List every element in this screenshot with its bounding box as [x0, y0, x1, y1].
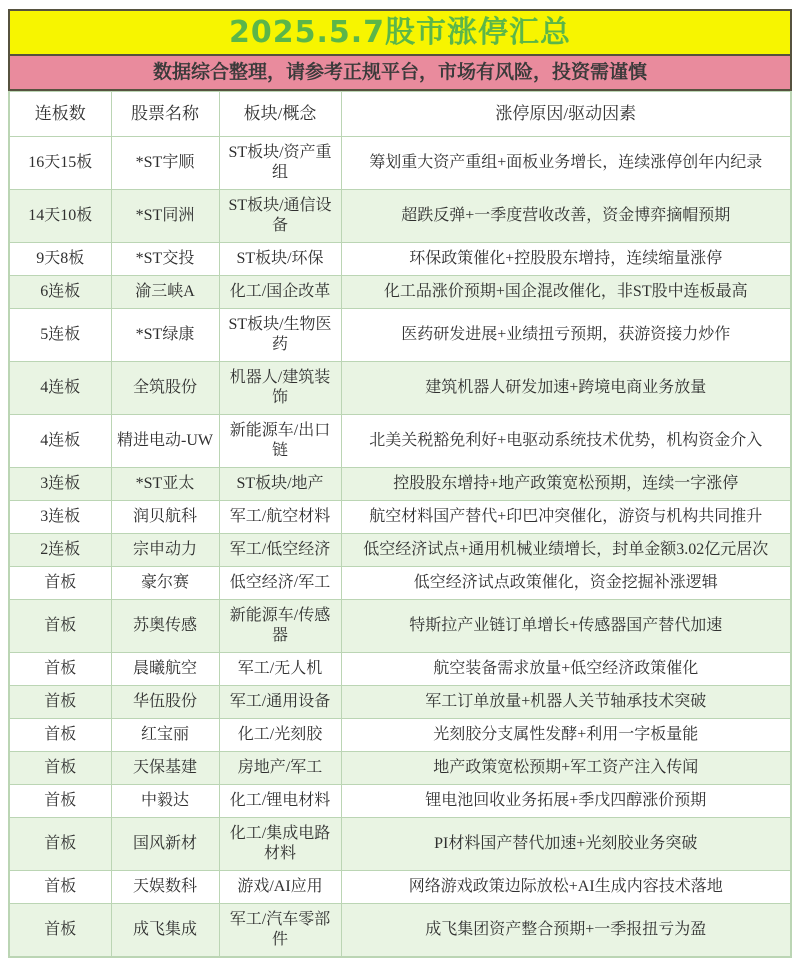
cell-board-count: 首板 [9, 567, 111, 600]
cell-reason: 地产政策宽松预期+军工资产注入传闻 [341, 752, 791, 785]
cell-board-count: 3连板 [9, 501, 111, 534]
table-row [9, 362, 791, 415]
table-row [9, 904, 791, 958]
cell-stock-name: *ST交投 [111, 243, 219, 276]
cell-sector: 机器人/建筑装饰 [219, 362, 341, 415]
cell-stock-name: 天保基建 [111, 752, 219, 785]
cell-sector: 低空经济/军工 [219, 567, 341, 600]
cell-stock-name: 渝三峡A [111, 276, 219, 309]
cell-reason: 建筑机器人研发加速+跨境电商业务放量 [341, 362, 791, 415]
table-row [9, 871, 791, 904]
cell-stock-name: 晨曦航空 [111, 653, 219, 686]
table-row [9, 501, 791, 534]
cell-sector: 军工/通用设备 [219, 686, 341, 719]
cell-reason: 超跌反弹+一季度营收改善，资金博弈摘帽预期 [341, 190, 791, 243]
cell-reason: 成飞集团资产整合预期+一季报扭亏为盈 [341, 904, 791, 958]
cell-board-count: 4连板 [9, 362, 111, 415]
cell-board-count: 首板 [9, 653, 111, 686]
table-row [9, 567, 791, 600]
cell-board-count: 5连板 [9, 309, 111, 362]
cell-stock-name: 红宝丽 [111, 719, 219, 752]
table-header-row [9, 92, 791, 137]
cell-reason: PI材料国产替代加速+光刻胶业务突破 [341, 818, 791, 871]
cell-board-count: 9天8板 [9, 243, 111, 276]
table-row [9, 243, 791, 276]
cell-board-count: 14天10板 [9, 190, 111, 243]
table-body [9, 137, 791, 958]
table-row [9, 785, 791, 818]
cell-board-count: 2连板 [9, 534, 111, 567]
table-row [9, 752, 791, 785]
cell-sector: 军工/汽车零部件 [219, 904, 341, 958]
table-row [9, 415, 791, 468]
cell-board-count: 首板 [9, 719, 111, 752]
cell-stock-name: *ST亚太 [111, 468, 219, 501]
cell-sector: 游戏/AI应用 [219, 871, 341, 904]
cell-board-count: 首板 [9, 686, 111, 719]
cell-reason: 光刻胶分支属性发酵+利用一字板量能 [341, 719, 791, 752]
cell-stock-name: 润贝航科 [111, 501, 219, 534]
cell-reason: 航空材料国产替代+印巴冲突催化，游资与机构共同推升 [341, 501, 791, 534]
cell-sector: ST板块/通信设备 [219, 190, 341, 243]
table-row [9, 686, 791, 719]
cell-reason: 网络游戏政策边际放松+AI生成内容技术落地 [341, 871, 791, 904]
col-header-board-count: 连板数 [9, 92, 111, 137]
cell-stock-name: 精进电动-UW [111, 415, 219, 468]
cell-reason: 控股股东增持+地产政策宽松预期，连续一字涨停 [341, 468, 791, 501]
cell-reason: 化工品涨价预期+国企混改催化，非ST股中连板最高 [341, 276, 791, 309]
limit-up-table [8, 91, 792, 958]
col-header-sector: 板块/概念 [219, 92, 341, 137]
cell-reason: 医药研发进展+业绩扭亏预期，获游资接力炒作 [341, 309, 791, 362]
cell-board-count: 3连板 [9, 468, 111, 501]
cell-reason: 低空经济试点政策催化，资金挖掘补涨逻辑 [341, 567, 791, 600]
disclaimer-banner: 数据综合整理，请参考正规平台，市场有风险，投资需谨慎 [8, 56, 792, 91]
table-row [9, 137, 791, 190]
table-row [9, 468, 791, 501]
cell-stock-name: 成飞集成 [111, 904, 219, 958]
cell-sector: 化工/光刻胶 [219, 719, 341, 752]
cell-reason: 环保政策催化+控股股东增持，连续缩量涨停 [341, 243, 791, 276]
cell-stock-name: 豪尔赛 [111, 567, 219, 600]
col-header-reason: 涨停原因/驱动因素 [341, 92, 791, 137]
table-row [9, 600, 791, 653]
cell-board-count: 首板 [9, 818, 111, 871]
cell-sector: ST板块/地产 [219, 468, 341, 501]
cell-sector: 新能源车/传感器 [219, 600, 341, 653]
cell-stock-name: 苏奥传感 [111, 600, 219, 653]
table-row [9, 818, 791, 871]
cell-stock-name: 华伍股份 [111, 686, 219, 719]
cell-sector: 化工/集成电路材料 [219, 818, 341, 871]
cell-reason: 军工订单放量+机器人关节轴承技术突破 [341, 686, 791, 719]
cell-reason: 锂电池回收业务拓展+季戊四醇涨价预期 [341, 785, 791, 818]
page-title: 2025.5.7股市涨停汇总 [8, 9, 792, 56]
cell-sector: 军工/低空经济 [219, 534, 341, 567]
cell-sector: 化工/锂电材料 [219, 785, 341, 818]
cell-board-count: 4连板 [9, 415, 111, 468]
cell-reason: 北美关税豁免利好+电驱动系统技术优势，机构资金介入 [341, 415, 791, 468]
table-row [9, 309, 791, 362]
table-row [9, 719, 791, 752]
cell-stock-name: 天娱数科 [111, 871, 219, 904]
cell-sector: ST板块/生物医药 [219, 309, 341, 362]
cell-board-count: 16天15板 [9, 137, 111, 190]
cell-stock-name: *ST绿康 [111, 309, 219, 362]
table-row [9, 653, 791, 686]
cell-stock-name: 中毅达 [111, 785, 219, 818]
cell-stock-name: *ST宇顺 [111, 137, 219, 190]
cell-board-count: 首板 [9, 904, 111, 958]
table-row [9, 190, 791, 243]
cell-board-count: 首板 [9, 785, 111, 818]
cell-reason: 航空装备需求放量+低空经济政策催化 [341, 653, 791, 686]
cell-stock-name: *ST同洲 [111, 190, 219, 243]
cell-stock-name: 全筑股份 [111, 362, 219, 415]
cell-sector: 化工/国企改革 [219, 276, 341, 309]
cell-board-count: 首板 [9, 752, 111, 785]
cell-sector: ST板块/环保 [219, 243, 341, 276]
cell-stock-name: 国风新材 [111, 818, 219, 871]
cell-sector: 新能源车/出口链 [219, 415, 341, 468]
cell-board-count: 首板 [9, 600, 111, 653]
col-header-stock-name: 股票名称 [111, 92, 219, 137]
cell-board-count: 首板 [9, 871, 111, 904]
cell-sector: ST板块/资产重组 [219, 137, 341, 190]
cell-stock-name: 宗申动力 [111, 534, 219, 567]
table-row [9, 534, 791, 567]
cell-reason: 筹划重大资产重组+面板业务增长，连续涨停创年内纪录 [341, 137, 791, 190]
cell-sector: 军工/无人机 [219, 653, 341, 686]
cell-reason: 特斯拉产业链订单增长+传感器国产替代加速 [341, 600, 791, 653]
table-row [9, 276, 791, 309]
cell-sector: 军工/航空材料 [219, 501, 341, 534]
cell-board-count: 6连板 [9, 276, 111, 309]
cell-sector: 房地产/军工 [219, 752, 341, 785]
cell-reason: 低空经济试点+通用机械业绩增长，封单金额3.02亿元居次 [341, 534, 791, 567]
